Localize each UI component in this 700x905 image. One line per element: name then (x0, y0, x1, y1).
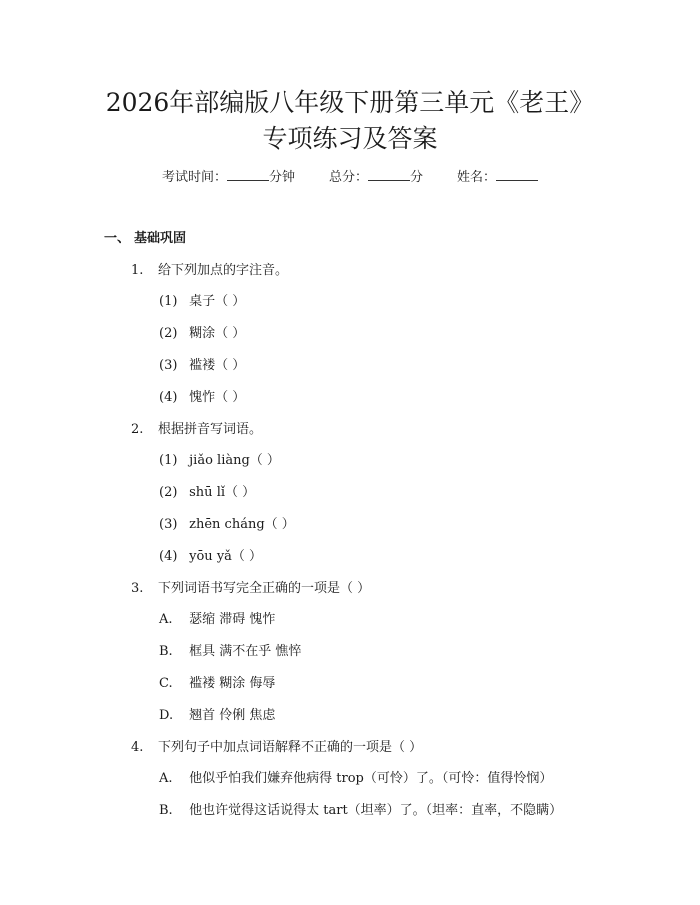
score-unit: 分 (410, 170, 424, 185)
score-label: 总分： (328, 170, 368, 185)
question-1-option-2 (159, 324, 245, 344)
question-4-option-a (159, 769, 552, 789)
option-label: A. (159, 771, 173, 786)
question-1-option-4 (159, 388, 245, 408)
question-1 (131, 261, 288, 281)
question-4 (131, 738, 422, 758)
question-4-option-b (159, 801, 562, 821)
time-label: 考试时间： (161, 170, 227, 185)
name-blank (496, 168, 538, 181)
section-heading (104, 229, 186, 249)
option-label: (2) (159, 485, 178, 500)
option-label: A. (159, 612, 173, 627)
section-title: 基础巩固 (134, 231, 187, 246)
document-title: 2026年部编版八年级下册第三单元《老王》 (105, 88, 595, 117)
option-text: 他似乎怕我们嫌弃他病得 trop（可怜）了。（可怜：值得怜悯） (189, 771, 553, 786)
option-label: (1) (159, 453, 178, 468)
option-text: yōu yǎ（ ） (189, 549, 263, 564)
option-label: (4) (159, 549, 178, 564)
question-1-option-3 (159, 356, 245, 376)
option-label: B. (159, 803, 173, 818)
question-1-option-1 (159, 292, 245, 312)
option-label: (3) (159, 358, 178, 373)
question-number: 2. (131, 422, 144, 437)
time-blank (227, 168, 269, 181)
time-unit: 分钟 (268, 170, 295, 185)
option-label: (3) (159, 517, 178, 532)
option-text: 桌子（ ） (189, 294, 246, 309)
question-number: 1. (131, 263, 144, 278)
question-2-option-2 (159, 483, 255, 503)
document-subtitle: 专项练习及答案 (262, 124, 438, 153)
question-number: 4. (131, 740, 144, 755)
question-3-option-c (159, 674, 275, 694)
option-text: 糊涂（ ） (189, 326, 246, 341)
question-2-option-4 (159, 547, 262, 567)
question-text: 下列句子中加点词语解释不正确的一项是（ ） (158, 740, 423, 755)
question-text: 给下列加点的字注音。 (158, 263, 289, 278)
exam-meta (0, 168, 700, 188)
name-label: 姓名： (457, 170, 497, 185)
option-text: 框具 满不在乎 憔悴 (189, 644, 302, 659)
question-3-option-b (159, 642, 301, 662)
option-text: 瑟缩 滞碍 愧怍 (189, 612, 276, 627)
option-label: (4) (159, 390, 178, 405)
question-2 (131, 420, 262, 440)
question-3-option-d (159, 706, 275, 726)
option-text: shū lǐ（ ） (189, 485, 256, 500)
question-2-option-3 (159, 515, 295, 535)
option-text: 褴褛 糊涂 侮辱 (189, 676, 276, 691)
section-number: 一、 (104, 231, 131, 246)
option-text: zhēn cháng（ ） (189, 517, 295, 532)
question-3-option-a (159, 610, 275, 630)
option-text: 愧怍（ ） (189, 390, 246, 405)
option-label: C. (159, 676, 173, 691)
option-label: B. (159, 644, 173, 659)
option-text: jiǎo liàng（ ） (189, 453, 280, 468)
option-label: (1) (159, 294, 178, 309)
question-text: 根据拼音写词语。 (158, 422, 263, 437)
option-label: D. (159, 708, 174, 723)
option-text: 褴褛（ ） (189, 358, 246, 373)
question-3 (131, 579, 370, 599)
option-label: (2) (159, 326, 178, 341)
option-text: 翘首 伶俐 焦虑 (189, 708, 276, 723)
option-text: 他也许觉得这话说得太 tart（坦率）了。（坦率：直率，不隐瞒） (189, 803, 563, 818)
score-blank (368, 168, 410, 181)
question-text: 下列词语书写完全正确的一项是（ ） (158, 581, 371, 596)
question-number: 3. (131, 581, 144, 596)
question-2-option-1 (159, 451, 280, 471)
